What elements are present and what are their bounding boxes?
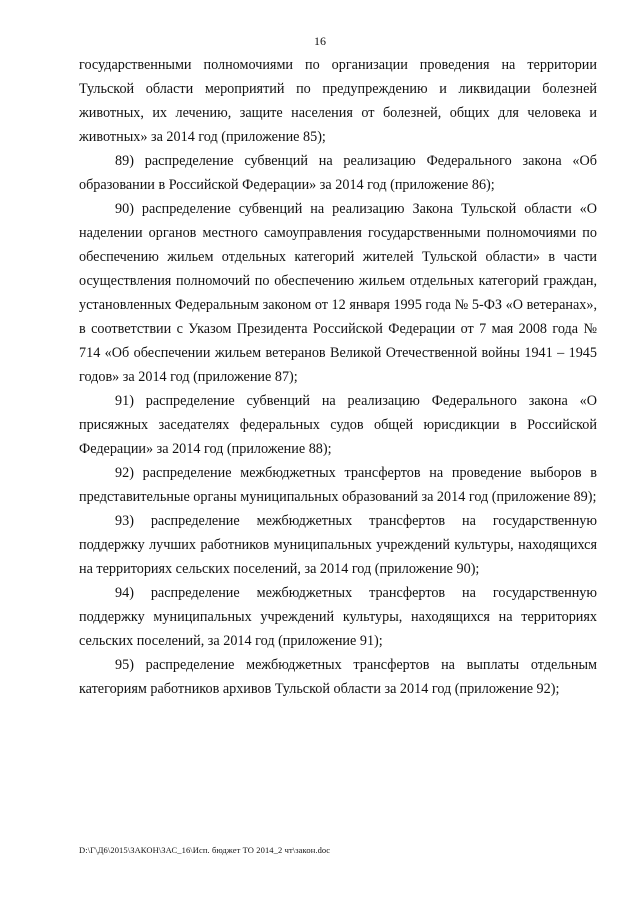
page-number: 16 [314,34,326,48]
paragraph-item-93: 93) распределение межбюджетных трансфертов на государственную поддержку лучших работников муниципальных учреждений культуры, находящихся на территориях сельских поселений, за 2014 год (приложение 90); [79,513,597,577]
paragraph-continuation: государственными полномочиями по организации проведения на территории Тульской области мероприятий по предупреждению и ликвидации болезней животных, их лечению, защите населения от болезней, общих для человека и животных» за 2014 год (приложение 85); [79,57,597,145]
footer-file-path: D:\Г\Д6\2015\ЗАКОН\ЗАС_16\Исп. бюджет ТО 2014_2 чт\закон.doc [79,845,331,855]
paragraph-item-92: 92) распределение межбюджетных трансфертов на проведение выборов в представительные органы муниципальных образований за 2014 год (приложение 89); [79,465,597,505]
paragraph-item-95: 95) распределение межбюджетных трансфертов на выплаты отдельным категориям работников архивов Тульской области за 2014 год (приложение 92); [79,657,597,697]
paragraph-item-90: 90) распределение субвенций на реализацию Закона Тульской области «О наделении органов местного самоуправления государственными полномочиями по обеспечению жильем отдельных категорий жителей Тульской области» в части осуществления полномочий по обеспечению жильем отдельных категорий граждан, установленных Федеральным законом от 12 января 1995 года № 5-ФЗ «О ветеранах», в соответствии с Указом Президента Российской Федерации от 7 мая 2008 года № 714 «Об обеспечении жильем ветеранов Великой Отечественной войны 1941 – 1945 годов» за 2014 год (приложение 87); [79,201,597,385]
paragraph-item-91: 91) распределение субвенций на реализацию Федерального закона «О присяжных заседателях федеральных судов общей юрисдикции в Российской Федерации» за 2014 год (приложение 88); [79,393,597,457]
paragraph-item-89: 89) распределение субвенций на реализацию Федерального закона «Об образовании в Российской Федерации» за 2014 год (приложение 86); [79,153,597,193]
paragraph-item-94: 94) распределение межбюджетных трансфертов на государственную поддержку муниципальных учреждений культуры, находящихся на территориях сельских поселений, за 2014 год (приложение 91); [79,585,597,649]
document-body [79,53,597,701]
